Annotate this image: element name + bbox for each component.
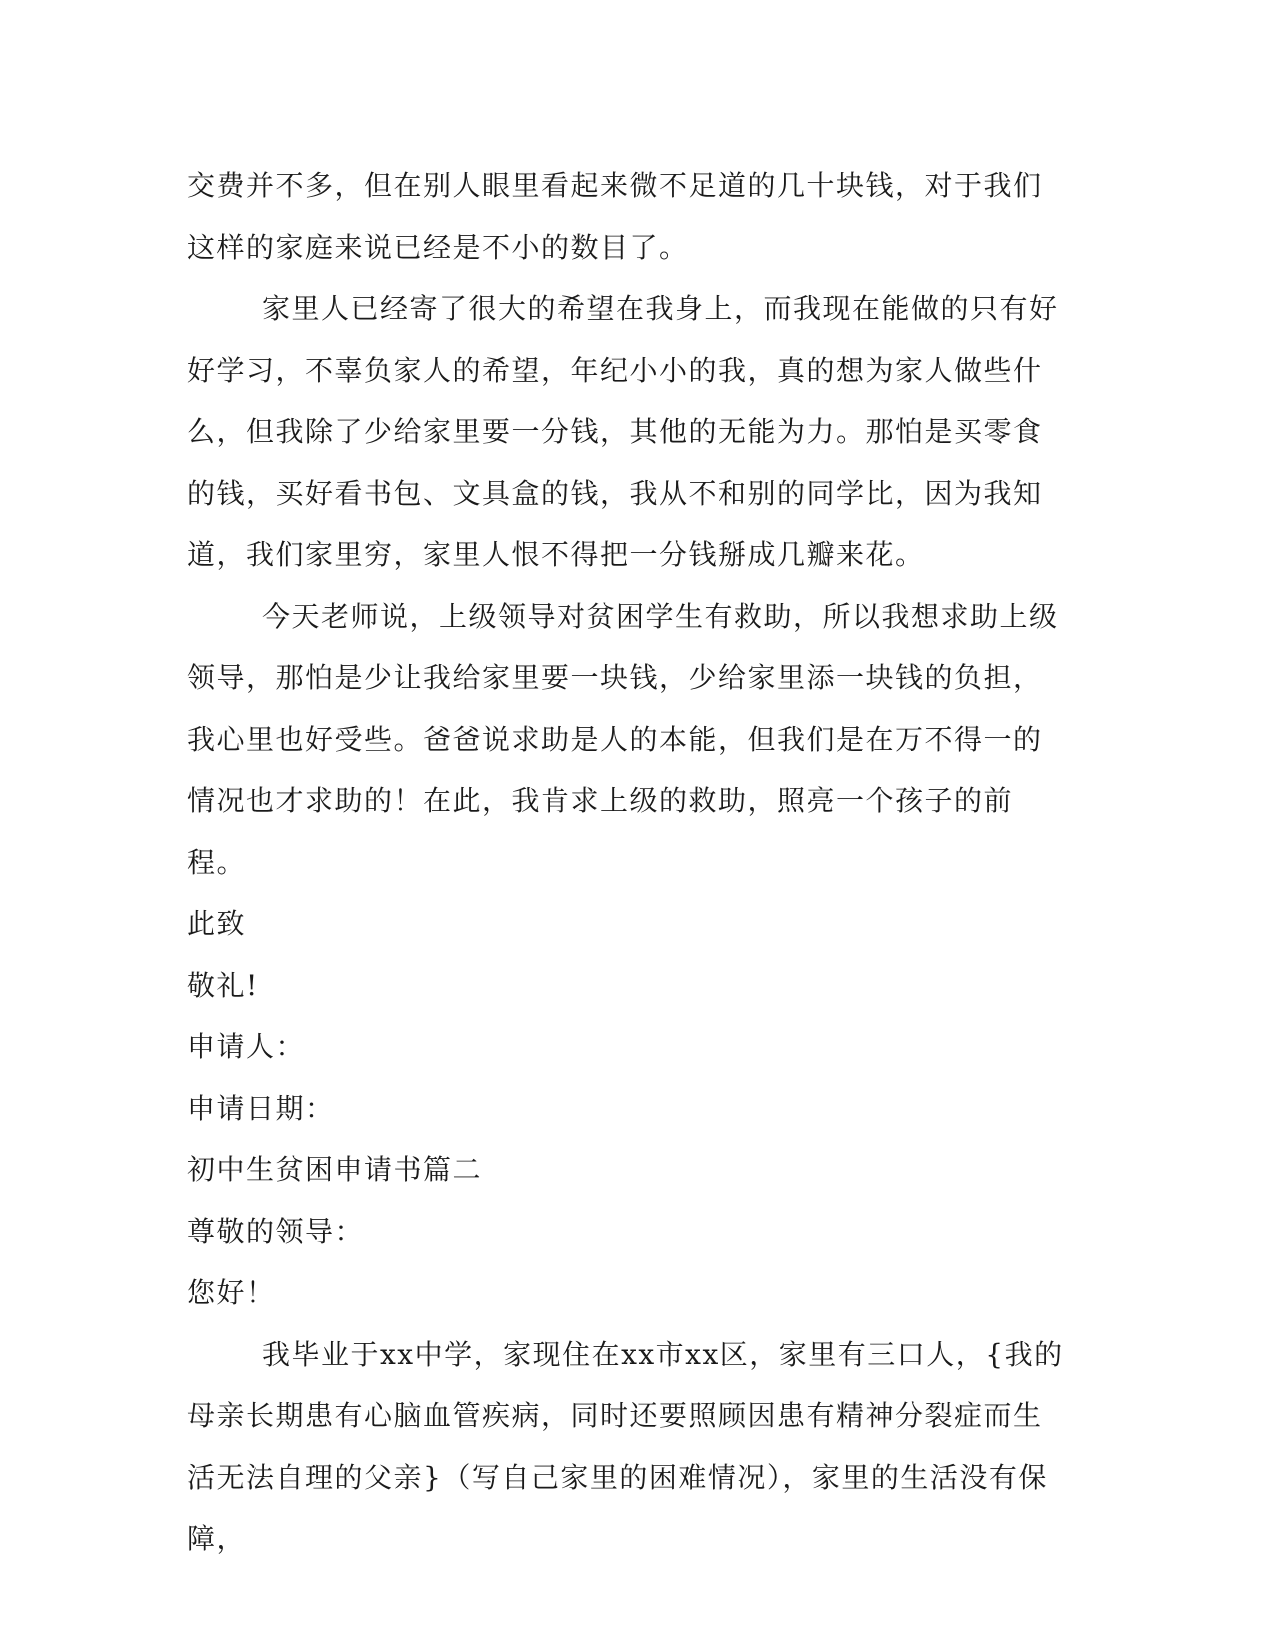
paragraph-fee-continuation: 交费并不多，但在别人眼里看起来微不足道的几十块钱，对于我们这样的家庭来说已经是不小的数目了。: [187, 169, 1043, 264]
letter-greeting: 您好！: [187, 1276, 276, 1309]
section-title-part-two: 初中生贫困申请书篇二: [187, 1153, 483, 1186]
paragraph-family-hope: 家里人已经寄了很大的希望在我身上，而我现在能做的只有好好学习，不辜负家人的希望，年纪小小的我，真的想为家人做些什么，但我除了少给家里要一分钱，其他的无能为力。那怕是买零食的钱，买好看书包、文具盒的钱，我从不和别的同学比，因为我知道，我们家里穷，家里人恨不得把一分钱掰成几瓣来花。: [187, 292, 1059, 571]
closing-salutation: 此致: [187, 907, 247, 940]
paragraph-family-situation: 我毕业于xx中学，家现住在xx市xx区，家里有三口人，{我的母亲长期患有心脑血管疾病，同时还要照顾因患有精神分裂症而生活无法自理的父亲}（写自己家里的困难情况），家里的生活没有保障，: [187, 1337, 1064, 1555]
application-date-label: 申请日期：: [187, 1091, 335, 1125]
document-body: [187, 155, 1067, 1570]
paragraph-request-help: 今天老师说，上级领导对贫困学生有救助，所以我想求助上级领导，那怕是少让我给家里要一块钱，少给家里添一块钱的负担，我心里也好受些。爸爸说求助是人的本能，但我们是在万不得一的情况也才求助的！在此，我肯求上级的救助，照亮一个孩子的前程。: [187, 599, 1059, 879]
applicant-label: 申请人：: [187, 1030, 306, 1063]
letter-addressee: 尊敬的领导：: [187, 1214, 365, 1248]
closing-regards: 敬礼!: [187, 968, 259, 1002]
